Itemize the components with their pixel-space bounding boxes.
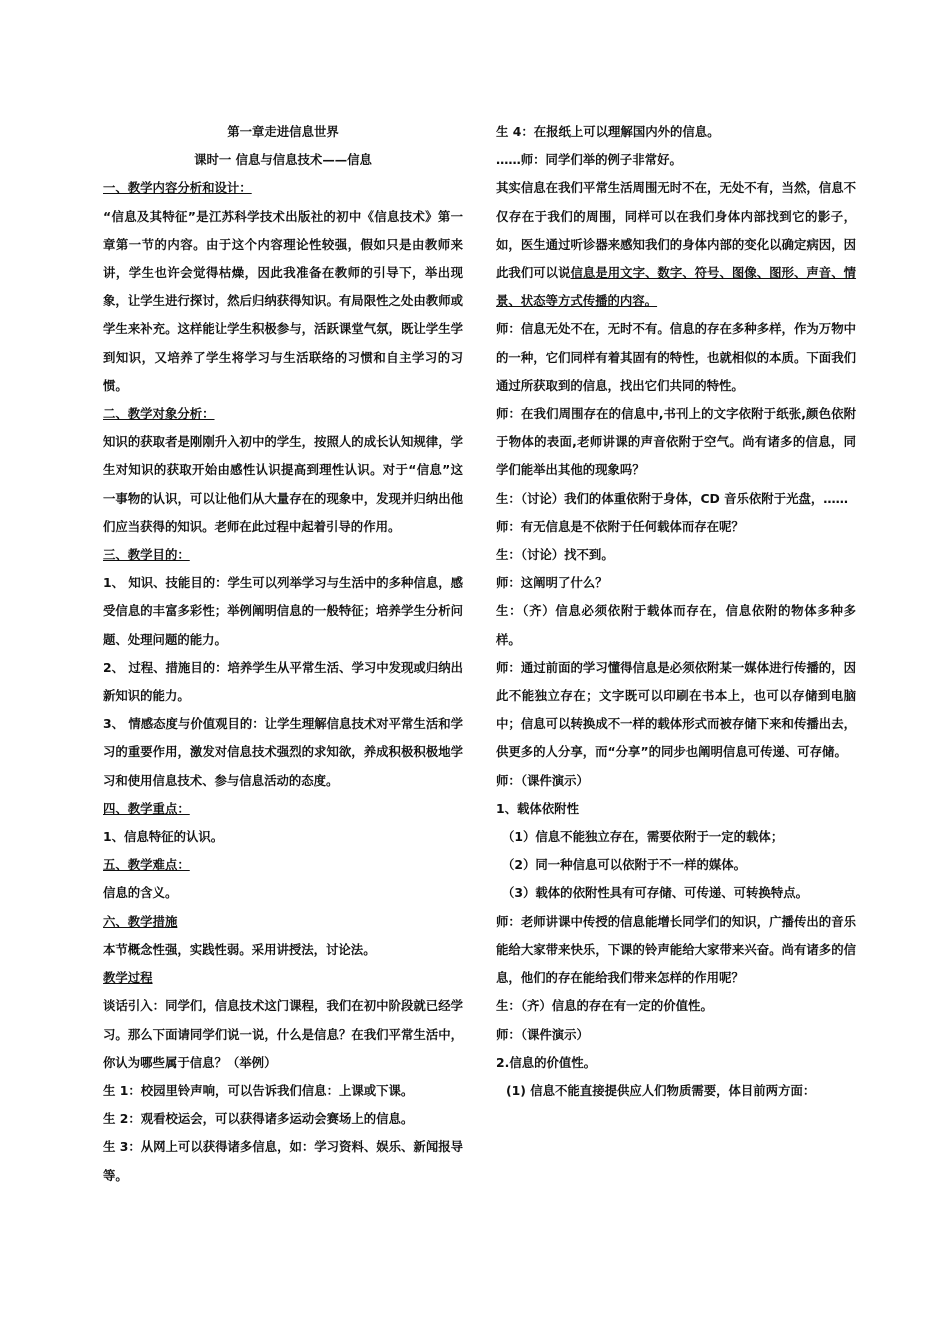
section-heading-process: 教学过程 xyxy=(103,970,153,986)
teacher-demo-1: 师：（课件演示） xyxy=(496,772,589,788)
student-answer-5: 生：（讨论）我们的体重依附于身体，CD 音乐依附于光盘，…… xyxy=(496,490,849,506)
student-answer-2: 生 2：观看校运会，可以获得诸多运动会赛场上的信息。 xyxy=(103,1111,414,1127)
section-heading-audience: 二、教学对象分析： xyxy=(103,406,215,422)
feature-item-2a: (1) 信息不能直接提供应人们物质需要，体目前两方面： xyxy=(506,1082,816,1098)
teacher-remark-8: 师：老师讲课中传授的信息能增长同学们的知识，广播传出的音乐能给大家带来快乐，下课的铃声能给大家带来兴奋。尚有诸多的信息，他们的存在能给我们带来怎样的作用呢？ xyxy=(496,913,856,986)
teacher-question-4: 师：有无信息是不依附于任何载体而存在呢？ xyxy=(496,518,744,534)
student-answer-4: 生 4：在报纸上可以理解国内外的信息。 xyxy=(496,124,720,139)
student-answer-7: 生：（齐）信息必须依附于载体而存在，信息依附的物体多种多样。 xyxy=(496,603,856,647)
intro-paragraph: 谈话引入：同学们，信息技术这门课程，我们在初中阶段就已经学习。那么下面请同学们说一说，什么是信息？在我们平常生活中，你认为哪些属于信息？（举例） xyxy=(103,998,463,1070)
left-column xyxy=(103,118,463,1190)
audience-paragraph: 知识的获取者是刚刚升入初中的学生，按照人的成长认知规律，学生对知识的获取开始由感性认识提高到理性认识。对于“信息”这一事物的认识，可以让他们从大量存在的现象中，发现并归纳出他们应当获得的知识。老师在此过程中起着引导的作用。 xyxy=(103,434,463,534)
objective-item-1: 1、 知识、技能目的：学生可以列举学习与生活中的多种信息，感受信息的丰富多彩性；举例阐明信息的一般特征；培养学生分析问题、处理问题的能力。 xyxy=(103,575,463,647)
definition-lead-text: 其实信息在我们平常生活周围无时不在，无处不有，当然，信息不仅存在于我们的周围，同样可以在我们身体内部找到它的影子，如，医生通过听诊器来感知我们的身体内部的变化以确定病因，因此我们可以说 xyxy=(496,180,856,281)
information-definition-paragraph xyxy=(496,174,856,315)
section-heading-content-analysis: 一、教学内容分析和设计： xyxy=(103,180,252,196)
feature-heading-value: 2.信息的价值性。 xyxy=(496,1054,597,1070)
chapter-title: 第一章走进信息世界 xyxy=(227,124,339,139)
section-heading-methods: 六、教学措施 xyxy=(103,913,178,929)
lesson-title: 课时一 信息与信息技术——信息 xyxy=(194,152,372,168)
teacher-remark-2: 师：信息无处不在，无时不有。信息的存在多种多样，作为万物中的一种，它们同样有着其固有的特性，也就相似的本质。下面我们通过所获取到的信息，找出它们共同的特性。 xyxy=(496,321,856,393)
section-heading-key-points: 四、教学重点： xyxy=(103,800,190,816)
feature-item-1b: （2）同一种信息可以依附于不一样的媒体。 xyxy=(502,857,747,873)
difficulties-text: 信息的含义。 xyxy=(103,885,178,901)
objective-item-2: 2、 过程、措施目的：培养学生从平常生活、学习中发现或归纳出新知识的能力。 xyxy=(103,659,463,704)
right-column xyxy=(496,118,856,1105)
section-heading-objectives: 三、教学目的： xyxy=(103,547,190,563)
student-answer-6: 生：（讨论）找不到。 xyxy=(496,547,614,563)
feature-heading-carrier: 1、载体依附性 xyxy=(496,800,579,816)
feature-item-1a: （1）信息不能独立存在，需要依附于一定的载体； xyxy=(502,829,784,845)
key-points-text: 1、信息特征的认识。 xyxy=(103,829,224,845)
teacher-demo-2: 师：（课件演示） xyxy=(496,1026,589,1042)
methods-text: 本节概念性强，实践性弱。采用讲授法，讨论法。 xyxy=(103,941,376,957)
teacher-remark-6: 师：通过前面的学习懂得信息是必须依附某一媒体进行传播的，因此不能独立存在；文字既可以印刷在书本上，也可以存储到电脑中；信息可以转换成不一样的载体形式而被存储下来和传播出去，供更多的人分享，而“分享”的同步也阐明信息可传递、可存储。 xyxy=(496,659,856,760)
student-answer-8: 生：（齐）信息的存在有一定的价值性。 xyxy=(496,998,713,1014)
student-answer-1: 生 1：校园里铃声响，可以告诉我们信息：上课或下课。 xyxy=(103,1082,414,1098)
section-heading-difficulties: 五、教学难点： xyxy=(103,857,190,873)
content-analysis-paragraph: “信息及其特征”是江苏科学技术出版社的初中《信息技术》第一章第一节的内容。由于这个内容理论性较强，假如只是由教师来讲，学生也许会觉得枯燥，因此我准备在教师的引导下，举出现象，让学生进行探讨，然后归纳获得知识。有局限性之处由教师或学生来补充。这样能让学生积极参与，活跃课堂气氛，既让学生学到知识，又培养了学生将学习与生活联络的习惯和自主学习的习惯。 xyxy=(103,208,463,393)
objective-item-3: 3、 情感态度与价值观目的：让学生理解信息技术对平常生活和学习的重要作用，激发对信息技术强烈的求知欲，养成积极积极地学习和使用信息技术、参与信息活动的态度。 xyxy=(103,716,463,788)
teacher-remark-1: ……师：同学们举的例子非常好。 xyxy=(496,152,682,168)
student-answer-3: 生 3：从网上可以获得诸多信息，如：学习资料、娱乐、新闻报导等。 xyxy=(103,1139,463,1183)
teacher-remark-3: 师：在我们周围存在的信息中,书刊上的文字依附于纸张,颜色依附于物体的表面,老师讲课的声音依附于空气。尚有诸多的信息，同学们能举出其他的现象吗？ xyxy=(496,406,856,478)
teacher-question-5: 师：这阐明了什么？ xyxy=(496,575,608,591)
definition-underlined-text: 信息是用文字、数字、符号、图像、图形、声音、情景、状态等方式传播的内容。 xyxy=(496,265,857,309)
feature-item-1c: （3）载体的依附性具有可存储、可传递、可转换特点。 xyxy=(502,885,808,901)
